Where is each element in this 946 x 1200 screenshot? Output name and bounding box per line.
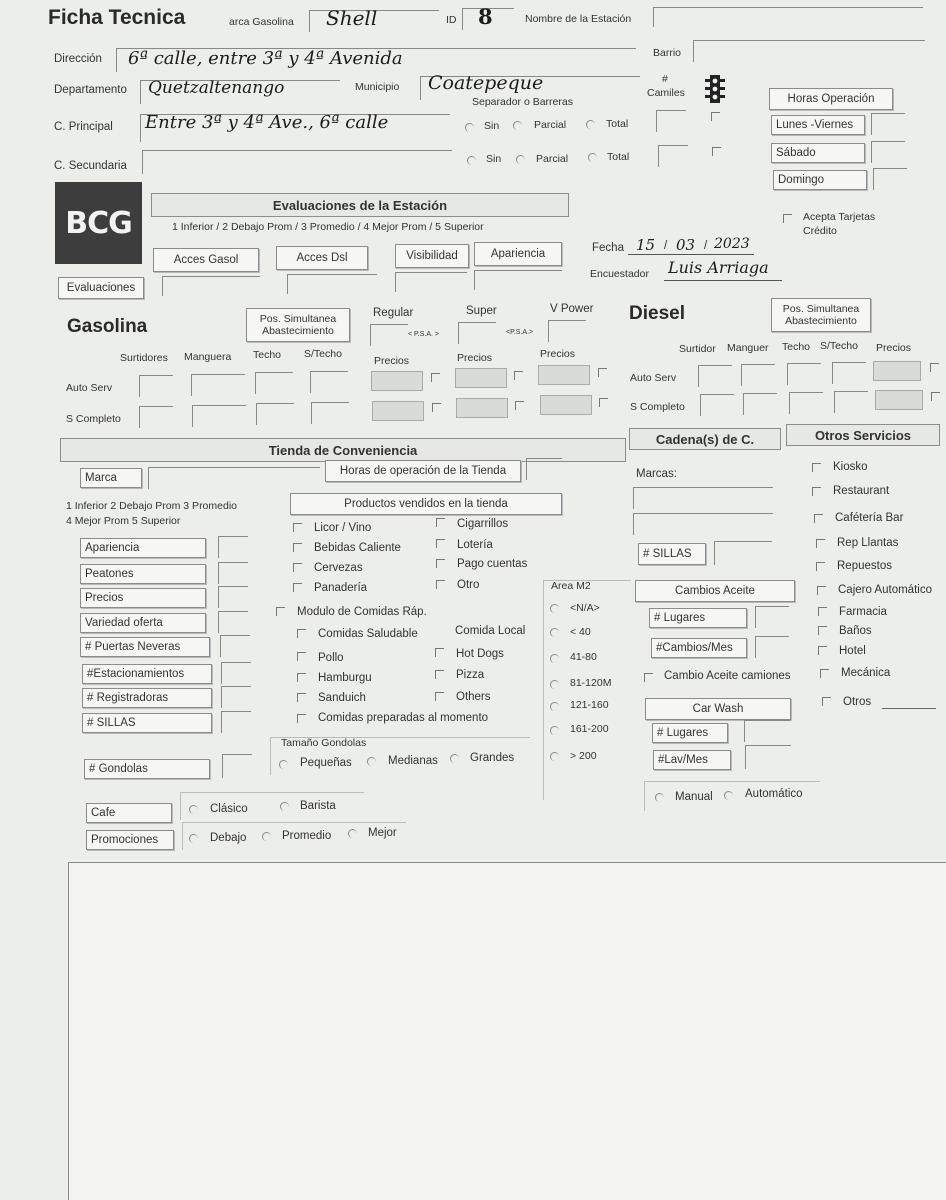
- pollo-checkbox[interactable]: [297, 652, 306, 661]
- diesel-auto-label: Auto Serv: [630, 372, 677, 384]
- id-label: ID: [446, 14, 457, 26]
- sep1-total-label: Total: [606, 118, 629, 130]
- comida-local-label: Comida Local: [455, 625, 526, 637]
- apariencia-button[interactable]: Apariencia: [474, 242, 562, 266]
- diesel-auto-techo[interactable]: [787, 363, 821, 385]
- separador-label: Separador o Barreras: [472, 96, 573, 108]
- sep2-count-field[interactable]: [658, 145, 688, 167]
- grandes-label: Grandes: [470, 752, 515, 764]
- gas-precios-2: Precios: [457, 352, 493, 364]
- loteria-label: Lotería: [457, 539, 493, 551]
- eval-peatones-button[interactable]: Peatones: [80, 564, 206, 584]
- gas-auto-surtidores[interactable]: [139, 375, 173, 397]
- area-40-label: < 40: [570, 626, 591, 638]
- gas-auto-stecho[interactable]: [310, 371, 348, 393]
- banos-checkbox[interactable]: [818, 626, 827, 635]
- diesel-col-techo: Techo: [782, 341, 811, 353]
- promo-promedio-label: Promedio: [282, 830, 332, 842]
- gasolina-title: Gasolina: [67, 316, 148, 337]
- eval-registradoras-button[interactable]: # Registradoras: [82, 688, 212, 708]
- diesel-title: Diesel: [629, 303, 685, 324]
- tienda-header: Tienda de Conveniencia: [60, 438, 626, 462]
- cafeteria-checkbox[interactable]: [814, 514, 823, 523]
- cambios-mes-button[interactable]: #Cambios/Mes: [651, 638, 747, 658]
- evaluaciones-scale: 1 Inferior / 2 Debajo Prom / 3 Promedio / 4 Mejor Prom / 5 Superior: [172, 221, 484, 233]
- otro-checkbox[interactable]: [436, 580, 445, 589]
- restaurant-checkbox[interactable]: [812, 487, 821, 496]
- vpower-label: V Power: [550, 303, 594, 315]
- eval-precios-value[interactable]: [218, 586, 248, 608]
- sep1-parcial-radio[interactable]: [513, 121, 522, 130]
- rep-llantas-checkbox[interactable]: [816, 539, 825, 548]
- gas-col-techo: Techo: [253, 349, 282, 361]
- grandes-radio[interactable]: [450, 754, 459, 763]
- cajero-checkbox[interactable]: [817, 586, 826, 595]
- area-200-radio[interactable]: [550, 752, 559, 761]
- hot-dogs-label: Hot Dogs: [456, 648, 504, 660]
- tienda-marca-field[interactable]: [148, 467, 320, 489]
- sep1-parcial-label: Parcial: [534, 119, 567, 131]
- eval-puertas-button[interactable]: # Puertas Neveras: [80, 637, 210, 657]
- sep2-sin-label: Sin: [486, 153, 502, 165]
- credito-label: Crédito: [803, 225, 837, 237]
- tamano-label: Tamaño Gondolas: [281, 737, 367, 749]
- cprincipal-value: Entre 3ª y 4ª Ave., 6ª calle: [145, 112, 389, 133]
- direccion-value: 6ª calle, entre 3ª y 4ª Avenida: [128, 48, 403, 69]
- kiosko-checkbox[interactable]: [812, 463, 821, 472]
- gas-comp-chk-1[interactable]: [432, 403, 441, 412]
- cambios-lugares-button[interactable]: # Lugares: [649, 608, 747, 628]
- cadena-header: Cadena(s) de C.: [629, 428, 781, 450]
- acces-gasol-button[interactable]: Acces Gasol: [153, 248, 259, 272]
- fecha-year: 2023: [714, 236, 750, 252]
- marcas-label: Marcas:: [636, 468, 677, 480]
- diesel-auto-surtidor[interactable]: [698, 365, 732, 387]
- encuestador-label: Encuestador: [590, 268, 649, 280]
- eval-variedad-value[interactable]: [218, 611, 248, 633]
- notes-area[interactable]: [68, 862, 946, 1200]
- kiosko-label: Kiosko: [833, 461, 868, 473]
- area-41-80-radio[interactable]: [550, 654, 559, 663]
- repuestos-checkbox[interactable]: [816, 562, 825, 571]
- gas-comp-surtidores[interactable]: [139, 406, 173, 428]
- diesel-auto-chk[interactable]: [930, 363, 939, 372]
- promo-mejor-label: Mejor: [368, 827, 397, 839]
- fecha-underline: [628, 254, 754, 255]
- restaurant-label: Restaurant: [833, 485, 890, 497]
- eval-precios-button[interactable]: Precios: [80, 588, 206, 608]
- psa-label-2: <P.S.A.>: [506, 329, 534, 336]
- vpower-field[interactable]: [548, 320, 586, 342]
- cambios-aceite-button[interactable]: Cambios Aceite: [635, 580, 795, 602]
- pollo-label: Pollo: [318, 652, 344, 664]
- gas-comp-precio-1[interactable]: [372, 401, 424, 421]
- diesel-comp-manguer[interactable]: [743, 393, 777, 415]
- area-81-120-radio[interactable]: [550, 680, 559, 689]
- gas-col-manguera: Manguera: [184, 351, 232, 363]
- mecanica-checkbox[interactable]: [820, 669, 829, 678]
- horas-sabado-field[interactable]: [871, 141, 905, 163]
- licor-label: Licor / Vino: [314, 522, 372, 534]
- acepta-tarjetas-checkbox[interactable]: [783, 214, 792, 223]
- gas-comp-precio-2[interactable]: [456, 398, 508, 418]
- farmacia-checkbox[interactable]: [818, 607, 827, 616]
- farmacia-label: Farmacia: [839, 606, 887, 618]
- modulo-checkbox[interactable]: [276, 607, 285, 616]
- cafe-button[interactable]: Cafe: [86, 803, 172, 823]
- fecha-day: 15: [636, 236, 656, 254]
- marca-gasolina-value: Shell: [326, 6, 378, 30]
- otros-label: Otros: [843, 696, 872, 708]
- gas-auto-precio-2[interactable]: [455, 368, 507, 388]
- gas-comp-techo[interactable]: [256, 403, 294, 425]
- area-na-label: <N/A>: [570, 602, 600, 614]
- comidas-saludable-label: Comidas Saludable: [318, 628, 418, 640]
- eval-estacionamientos-value[interactable]: [221, 662, 251, 684]
- visibilidad-button[interactable]: Visibilidad: [395, 244, 469, 268]
- acces-dsl-button[interactable]: Acces Dsl: [276, 246, 368, 270]
- diesel-comp-precio[interactable]: [875, 390, 923, 410]
- evaluaciones-header: Evaluaciones de la Estación: [151, 193, 569, 217]
- pizza-label: Pizza: [456, 669, 485, 681]
- sep2-total-radio[interactable]: [588, 153, 597, 162]
- eval-visibilidad-field[interactable]: [395, 272, 467, 292]
- cafe-group: [180, 792, 364, 820]
- cajero-label: Cajero Automático: [838, 584, 932, 596]
- pago-cuentas-checkbox[interactable]: [436, 559, 445, 568]
- gas-comp-chk-2[interactable]: [515, 401, 524, 410]
- diesel-comp-stecho[interactable]: [834, 391, 868, 413]
- barista-radio[interactable]: [280, 802, 289, 811]
- gas-auto-techo[interactable]: [255, 372, 293, 394]
- promociones-button[interactable]: Promociones: [86, 830, 174, 850]
- carwash-lugares-button[interactable]: # Lugares: [652, 723, 728, 743]
- eval-acces-dsl-field[interactable]: [287, 274, 377, 294]
- eval-apariencia-value[interactable]: [218, 536, 248, 558]
- promo-debajo-radio[interactable]: [189, 834, 198, 843]
- promo-mejor-radio[interactable]: [348, 829, 357, 838]
- area-121-160-label: 121-160: [570, 699, 609, 711]
- gas-auto-label: Auto Serv: [66, 382, 113, 394]
- page-title: Ficha Tecnica: [48, 6, 186, 29]
- sep1-sin-radio[interactable]: [465, 123, 474, 132]
- medianas-label: Medianas: [388, 755, 438, 767]
- others-checkbox[interactable]: [435, 692, 444, 701]
- regular-label: Regular: [373, 307, 414, 319]
- diesel-completo-label: S Completo: [630, 401, 685, 413]
- cadena-sillas-field[interactable]: [714, 541, 772, 565]
- bebidas-checkbox[interactable]: [293, 543, 302, 552]
- carwash-lugares-field[interactable]: [744, 720, 790, 742]
- tienda-scale-2: 4 Mejor Prom 5 Superior: [66, 515, 181, 527]
- automatico-radio[interactable]: [724, 791, 733, 800]
- fecha-label: Fecha: [592, 242, 624, 254]
- comidas-preparadas-label: Comidas preparadas al momento: [318, 712, 489, 724]
- modulo-label: Modulo de Comidas Ráp.: [297, 606, 427, 618]
- gas-pos-line2: Abastecimiento: [262, 325, 334, 337]
- encuestador-value: Luis Arriaga: [668, 258, 769, 277]
- tienda-scale-1: 1 Inferior 2 Debajo Prom 3 Promedio: [66, 500, 237, 512]
- gondolas-button[interactable]: # Gondolas: [84, 759, 210, 779]
- barista-label: Barista: [300, 800, 336, 812]
- cambio-camiones-label: Cambio Aceite camiones: [664, 670, 791, 682]
- pequenas-label: Pequeñas: [300, 757, 352, 769]
- repuestos-label: Repuestos: [837, 560, 892, 572]
- cambios-lugares-field[interactable]: [755, 606, 789, 628]
- diesel-pos-simultanea-button[interactable]: [771, 298, 871, 332]
- diesel-auto-stecho[interactable]: [832, 362, 866, 384]
- diesel-col-surtidor: Surtidor: [679, 343, 716, 355]
- medianas-radio[interactable]: [367, 757, 376, 766]
- pizza-checkbox[interactable]: [435, 670, 444, 679]
- area-41-80-label: 41-80: [570, 651, 597, 663]
- eval-peatones-value[interactable]: [218, 562, 248, 584]
- horas-operacion-button[interactable]: Horas Operación: [769, 88, 893, 110]
- diesel-auto-manguer[interactable]: [741, 364, 775, 386]
- otros-checkbox[interactable]: [822, 697, 831, 706]
- sep2-parcial-label: Parcial: [536, 153, 569, 165]
- mecanica-label: Mecánica: [841, 667, 891, 679]
- tienda-marca-button[interactable]: Marca: [80, 468, 142, 488]
- diesel-pos-line1: Pos. Simultanea: [782, 303, 860, 315]
- nombre-estacion-field[interactable]: [653, 7, 923, 27]
- sep1-checkbox[interactable]: [711, 112, 720, 121]
- direccion-label: Dirección: [54, 53, 102, 65]
- area-121-160-radio[interactable]: [550, 702, 559, 711]
- diesel-comp-surtidor[interactable]: [700, 394, 734, 416]
- id-value: 8: [478, 4, 493, 29]
- gas-pos-line1: Pos. Simultanea: [259, 313, 337, 325]
- tienda-horas-field[interactable]: [526, 458, 562, 480]
- eval-sillas-value[interactable]: [221, 711, 251, 733]
- bcg-logo: BCG: [55, 182, 142, 264]
- rep-llantas-label: Rep Llantas: [837, 537, 899, 549]
- cprincipal-label: C. Principal: [54, 121, 113, 133]
- nombre-estacion-label: Nombre de la Estación: [525, 13, 632, 25]
- cadena-sillas-button[interactable]: # SILLAS: [638, 543, 706, 565]
- others-label: Others: [456, 691, 491, 703]
- area-161-200-radio[interactable]: [550, 726, 559, 735]
- otros-underline: [882, 708, 936, 709]
- fecha-slash-1: /: [664, 240, 668, 252]
- diesel-col-stecho: S/Techo: [820, 340, 858, 352]
- gondolas-value[interactable]: [222, 754, 252, 778]
- cambios-mes-field[interactable]: [755, 636, 789, 658]
- gas-precios-3: Precios: [540, 348, 576, 360]
- municipio-value: Coatepeque: [428, 72, 544, 94]
- psa-label-1: < P.S.A. >: [408, 331, 440, 338]
- manual-radio[interactable]: [655, 793, 664, 802]
- licor-checkbox[interactable]: [293, 523, 302, 532]
- area-label: Area M2: [551, 580, 591, 592]
- gas-auto-manguera[interactable]: [191, 374, 245, 396]
- loteria-checkbox[interactable]: [436, 539, 445, 548]
- area-200-label: > 200: [570, 750, 597, 762]
- eval-estacionamientos-button[interactable]: #Estacionamientos: [82, 664, 212, 684]
- area-na-radio[interactable]: [550, 604, 559, 613]
- panaderia-label: Panadería: [314, 582, 368, 594]
- eval-sillas-button[interactable]: # SILLAS: [82, 713, 212, 733]
- acepta-tarjetas-label: Acepta Tarjetas: [803, 211, 876, 223]
- regular-field[interactable]: [370, 324, 408, 346]
- area-161-200-label: 161-200: [570, 723, 609, 735]
- lav-mes-button[interactable]: #Lav/Mes: [653, 750, 731, 770]
- hotel-label: Hotel: [839, 645, 866, 657]
- gas-pos-simultanea-button[interactable]: [246, 308, 350, 342]
- traffic-light-icon: [704, 74, 726, 104]
- sanduich-label: Sanduich: [318, 692, 366, 704]
- diesel-comp-chk[interactable]: [931, 392, 940, 401]
- sanduich-checkbox[interactable]: [297, 693, 306, 702]
- sep1-sin-label: Sin: [484, 120, 500, 132]
- municipio-label: Municipio: [355, 81, 400, 93]
- clasico-label: Clásico: [210, 803, 248, 815]
- cigarrillos-checkbox[interactable]: [436, 518, 445, 527]
- fecha-month: 03: [676, 236, 696, 254]
- hotel-checkbox[interactable]: [818, 646, 827, 655]
- eval-apariencia-field[interactable]: [474, 270, 562, 290]
- camiles-label: Camiles: [647, 87, 685, 99]
- fecha-slash-2: /: [704, 240, 708, 252]
- departamento-value: Quetzaltenango: [148, 78, 285, 98]
- lav-mes-field[interactable]: [745, 745, 791, 769]
- gas-precios-1: Precios: [374, 355, 410, 367]
- sep2-total-label: Total: [607, 151, 630, 163]
- hot-dogs-checkbox[interactable]: [435, 648, 444, 657]
- gas-completo-label: S Completo: [66, 413, 121, 425]
- diesel-pos-line2: Abastecimiento: [785, 315, 857, 327]
- gas-col-surtidores: Surtidores: [120, 352, 168, 364]
- diesel-col-manguer: Manguer: [727, 342, 769, 354]
- super-label: Super: [466, 305, 497, 317]
- tienda-horas-button[interactable]: Horas de operación de la Tienda: [325, 460, 521, 482]
- automatico-label: Automático: [745, 788, 803, 800]
- sep2-sin-radio[interactable]: [467, 156, 476, 165]
- barrio-field[interactable]: [693, 40, 925, 62]
- cigarrillos-label: Cigarrillos: [457, 518, 509, 530]
- gas-col-stecho: S/Techo: [304, 348, 342, 360]
- hamburgu-label: Hamburgu: [318, 672, 372, 684]
- eval-variedad-button[interactable]: Variedad oferta: [80, 613, 206, 633]
- manual-label: Manual: [675, 791, 713, 803]
- sep1-total-radio[interactable]: [586, 120, 595, 129]
- area-81-120-label: 81-120M: [570, 677, 612, 689]
- sep2-checkbox[interactable]: [712, 147, 721, 156]
- csecundaria-field[interactable]: [142, 150, 452, 174]
- eval-puertas-value[interactable]: [220, 635, 250, 657]
- eval-apariencia-button[interactable]: Apariencia: [80, 538, 206, 558]
- camiles-hash: #: [662, 73, 668, 85]
- promo-promedio-radio[interactable]: [262, 832, 271, 841]
- area-40-radio[interactable]: [550, 628, 559, 637]
- comidas-preparadas-checkbox[interactable]: [297, 714, 306, 723]
- diesel-auto-precio[interactable]: [873, 361, 921, 381]
- cafeteria-label: Cafétería Bar: [835, 512, 904, 524]
- bebidas-label: Bebidas Caliente: [314, 542, 401, 554]
- promo-debajo-label: Debajo: [210, 832, 247, 844]
- hamburgu-checkbox[interactable]: [297, 673, 306, 682]
- evaluaciones-button[interactable]: Evaluaciones: [58, 277, 144, 299]
- otro-label: Otro: [457, 579, 480, 591]
- gas-auto-precio-3[interactable]: [538, 365, 590, 385]
- marcas-field-2[interactable]: [633, 513, 773, 535]
- productos-vendidos-button[interactable]: Productos vendidos en la tienda: [290, 493, 562, 515]
- car-wash-button[interactable]: Car Wash: [645, 698, 791, 720]
- horas-sabado-button[interactable]: Sábado: [771, 143, 865, 163]
- barrio-label: Barrio: [653, 47, 682, 59]
- sep1-count-field[interactable]: [656, 110, 686, 132]
- cervezas-checkbox[interactable]: [293, 563, 302, 572]
- pago-cuentas-label: Pago cuentas: [457, 558, 528, 570]
- comidas-saludable-checkbox[interactable]: [297, 629, 306, 638]
- gas-auto-chk-3[interactable]: [598, 368, 607, 377]
- eval-acces-gasol-field[interactable]: [162, 276, 260, 296]
- cervezas-label: Cervezas: [314, 562, 363, 574]
- gas-comp-precio-3[interactable]: [540, 395, 592, 415]
- csecundaria-label: C. Secundaria: [54, 160, 127, 172]
- marca-gasolina-label: arca Gasolina: [229, 16, 294, 28]
- diesel-comp-techo[interactable]: [789, 392, 823, 414]
- gas-auto-chk-2[interactable]: [514, 371, 523, 380]
- gas-auto-precio-1[interactable]: [371, 371, 423, 391]
- eval-registradoras-value[interactable]: [221, 686, 251, 708]
- panaderia-checkbox[interactable]: [293, 583, 302, 592]
- gas-auto-chk-1[interactable]: [431, 373, 440, 382]
- departamento-label: Departamento: [54, 84, 127, 96]
- horas-lunes-field[interactable]: [871, 113, 905, 135]
- gas-comp-chk-3[interactable]: [599, 398, 608, 407]
- gas-comp-manguera[interactable]: [192, 405, 246, 427]
- horas-lunes-button[interactable]: Lunes -Viernes: [771, 115, 865, 135]
- encuestador-underline: [664, 280, 782, 281]
- banos-label: Baños: [839, 625, 872, 637]
- horas-domingo-button[interactable]: Domingo: [773, 170, 867, 190]
- pequenas-radio[interactable]: [279, 760, 288, 769]
- cambio-camiones-checkbox[interactable]: [644, 673, 653, 682]
- gas-comp-stecho[interactable]: [311, 402, 349, 424]
- marcas-field-1[interactable]: [633, 487, 773, 509]
- sep2-parcial-radio[interactable]: [516, 155, 525, 164]
- otros-servicios-header: Otros Servicios: [786, 424, 940, 446]
- horas-domingo-field[interactable]: [873, 168, 907, 190]
- super-field[interactable]: [458, 322, 496, 344]
- diesel-col-precios: Precios: [876, 342, 912, 354]
- clasico-radio[interactable]: [189, 805, 198, 814]
